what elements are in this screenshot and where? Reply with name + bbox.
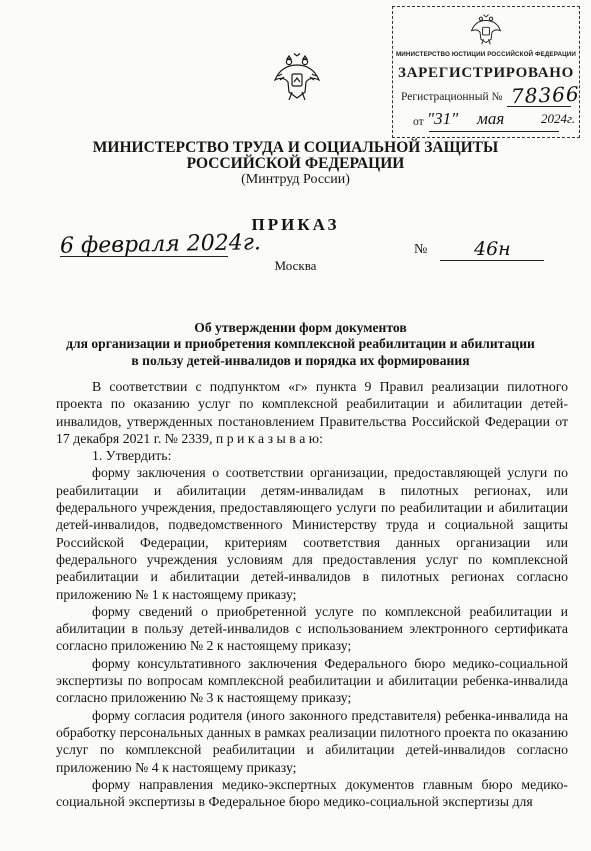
stamp-ministry: МИНИСТЕРСТВО ЮСТИЦИИ РОССИЙСКОЙ ФЕДЕРАЦИИ [395, 51, 577, 58]
date-underline [60, 256, 228, 257]
paragraph-form-3: форму консультативного заключения Федерального бюро медико-социальной экспертизы по вопросам комплексной реабилитации и абилитации ребенка-инвалида согласно приложению № 3 к настоящему приказу; [56, 655, 568, 706]
coat-of-arms-icon [272, 52, 322, 102]
ministry-short-name: (Минтруд России) [241, 172, 350, 187]
paragraph-form-2: форму сведений о приобретенной услуге по комплексной реабилитации и абилитации в пользу детей-инвалидов с использованием электронного сертификата согласно приложению № 2 к настоящему приказу; [56, 603, 568, 654]
coat-of-arms-icon [469, 12, 503, 46]
ministry-line-2: РОССИЙСКОЙ ФЕДЕРАЦИИ [186, 155, 405, 172]
city: Москва [274, 258, 317, 273]
registration-stamp [392, 6, 580, 138]
stamp-year: 2024г. [541, 111, 576, 126]
number-sign: № [414, 242, 428, 257]
ministry-line-1: МИНИСТЕРСТВО ТРУДА И СОЦИАЛЬНОЙ ЗАЩИТЫ [92, 139, 499, 156]
stamp-status: ЗАРЕГИСТРИРОВАНО [398, 65, 574, 81]
paragraph-form-1: форму заключения о соответствии организации, предоставляющей услуги по реабилитации и абилитации детям-инвалидам в пилотных регионах, или федерального учреждения, предоставляющего услуги по реабилитации и абилитации детей-инвалидов, подведомственного Министерству труда и социальной защиты Российской Федерации, критериям соответствия данных организации или федерального учреждения условиям для предоставления услуг по комплексной реабилитации и абилитации детей-инвалидов в пилотных регионах согласно приложению № 1 к настоящему приказу; [56, 465, 568, 602]
stamp-day: "31" [427, 109, 459, 128]
ministry-name [0, 140, 591, 172]
title-line-1: Об утверждении форм документов [194, 320, 407, 335]
document-title [40, 320, 561, 369]
stamp-regno-underline [507, 106, 571, 107]
stamp-date-underline [429, 131, 559, 132]
stamp-regno-label: Регистрационный № [401, 91, 503, 103]
stamp-regno-value: 78366 [510, 81, 581, 109]
paragraph-item-1: 1. Утвердить: [92, 448, 172, 464]
stamp-from-label: от [413, 116, 424, 128]
document-body [56, 378, 568, 810]
paragraph-preamble: В соответствии с подпунктом «г» пункта 9 Правил реализации пилотного проекта по оказанию услуг по комплексной реабилитации и абилитации детей-инвалидов, утвержденных постановлением Правительства Российской Федерации от 17 декабря 2021 г. № 2339, п р и к а з ы в а ю: [56, 379, 568, 446]
paragraph-form-5: форму направления медико-экспертных документов главным бюро медико-социальной экспертизы в Федеральное бюро медико-социальной экспертизы для [56, 776, 568, 810]
document-type: ПРИКАЗ [251, 215, 340, 234]
signature-date: 6 февраля 2024г. [59, 230, 262, 259]
stamp-month: мая [477, 109, 505, 128]
paragraph-form-4: форму согласия родителя (иного законного представителя) ребенка-инвалида на обработку персональных данных в рамках реализации пилотного проекта по оказанию услуг по комплексной реабилитации и абилитации детей-инвалидов согласно приложению № 4 к настоящему приказу; [56, 707, 568, 775]
title-line-2: для организации и приобретения комплексной реабилитации и абилитации [66, 336, 535, 352]
title-line-3: в пользу детей-инвалидов и порядка их формирования [131, 352, 470, 368]
document-number: 46н [474, 238, 511, 260]
